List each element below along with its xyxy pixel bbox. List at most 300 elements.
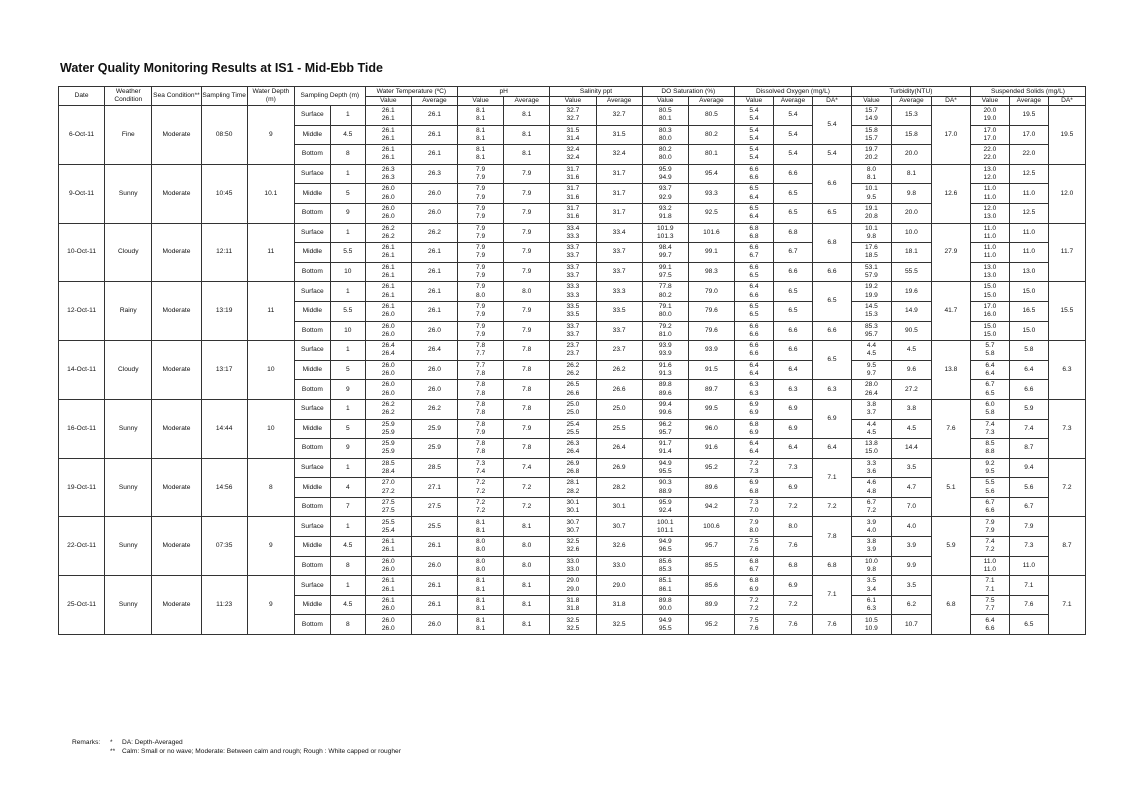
turbidity-da-cell: 12.6 (931, 164, 970, 223)
turbidity-value-cell-reading: 10.9 (865, 624, 878, 632)
temp-value-cell-reading: 26.4 (381, 342, 395, 350)
temp-value-cell-reading: 26.1 (381, 263, 395, 271)
temp-value-cell-reading: 25.9 (381, 428, 395, 436)
temp-average-cell: 26.0 (411, 360, 457, 380)
ph-value-cell (458, 497, 504, 517)
turbidity-value-cell-reading: 3.3 (866, 459, 877, 467)
ph-average-cell: 7.9 (504, 321, 550, 341)
salinity-value-cell (550, 301, 596, 321)
ph-value-cell-reading: 8.0 (476, 565, 486, 573)
ph-value-cell-reading: 7.9 (476, 193, 486, 201)
do-bottom-da-cell: 6.4 (812, 439, 851, 459)
ph-average-cell: 7.2 (504, 478, 550, 498)
salinity-value-cell-reading: 32.4 (566, 154, 580, 162)
ss-average-cell: 7.1 (1009, 576, 1048, 596)
sampling-depth-cell: 7 (330, 497, 365, 517)
do-value-cell-reading: 7.6 (749, 546, 759, 554)
ss-average-cell: 8.7 (1009, 439, 1048, 459)
turbidity-value-cell (851, 439, 891, 459)
sampling-depth-cell: 5 (330, 419, 365, 439)
date-cell: 14-Oct-11 (59, 341, 105, 400)
sampling-depth-cell: 1 (330, 164, 365, 184)
salinity-value-cell-reading: 26.9 (566, 459, 580, 467)
do-sat-value-cell-reading: 97.5 (658, 272, 672, 280)
ph-average-cell: 8.1 (504, 595, 550, 615)
ph-value-cell-reading: 7.2 (476, 498, 486, 506)
turbidity-value-cell (851, 537, 891, 557)
salinity-average-cell: 32.5 (596, 615, 642, 635)
salinity-average-cell: 26.6 (596, 380, 642, 400)
ss-value-cell (970, 203, 1009, 223)
do-sat-value-cell-reading: 93.2 (658, 205, 672, 213)
turbidity-value-cell-reading: 4.4 (866, 420, 877, 428)
salinity-value-cell-reading: 31.8 (566, 605, 580, 613)
temp-value-cell-reading: 26.1 (381, 244, 395, 252)
ss-average-cell: 5.8 (1009, 341, 1048, 361)
ph-average-cell: 7.9 (504, 262, 550, 282)
salinity-value-cell (550, 419, 596, 439)
header-weather: Weather Condition (105, 87, 152, 106)
salinity-value-cell (550, 380, 596, 400)
do-sat-average-cell: 89.6 (688, 478, 734, 498)
do-value-cell-reading: 6.6 (749, 244, 759, 252)
ss-value-cell-reading: 6.7 (985, 381, 995, 389)
do-value-cell-reading: 5.4 (749, 115, 759, 123)
sampling-depth-cell: 10 (330, 262, 365, 282)
temp-average-cell: 26.1 (411, 576, 457, 596)
water-depth-cell: 10.1 (247, 164, 294, 223)
do-average-cell: 6.6 (773, 164, 812, 184)
salinity-value-cell (550, 458, 596, 478)
do-value-cell-reading: 7.6 (749, 624, 759, 632)
ph-value-cell (458, 164, 504, 184)
do-value-cell-reading: 7.3 (749, 498, 759, 506)
turbidity-value-cell (851, 282, 891, 302)
ss-da-cell: 6.3 (1048, 341, 1085, 400)
sampling-level-cell: Surface (294, 399, 330, 419)
salinity-value-cell-reading: 25.5 (566, 428, 580, 436)
turbidity-average-cell: 55.5 (891, 262, 931, 282)
ss-value-cell-reading: 6.6 (985, 624, 995, 632)
turbidity-average-cell: 90.5 (891, 321, 931, 341)
temp-value-cell (365, 615, 411, 635)
water-depth-cell: 9 (247, 517, 294, 576)
salinity-value-cell-reading: 30.1 (566, 507, 580, 515)
do-average-cell: 6.5 (773, 203, 812, 223)
sampling-depth-cell: 4.5 (330, 537, 365, 557)
turbidity-value-cell (851, 380, 891, 400)
do-value-cell-reading: 6.4 (749, 448, 759, 456)
sampling-depth-cell: 4.5 (330, 125, 365, 145)
temp-average-cell: 26.1 (411, 106, 457, 126)
temp-value-cell (365, 184, 411, 204)
do-value-cell-reading: 6.5 (749, 272, 759, 280)
ss-value-cell (970, 576, 1009, 596)
ph-value-cell (458, 301, 504, 321)
do-average-cell: 6.9 (773, 399, 812, 419)
do-value-cell-reading: 6.7 (749, 252, 759, 260)
ph-average-cell: 7.8 (504, 380, 550, 400)
do-sat-average-cell: 95.4 (688, 164, 734, 184)
salinity-value-cell-reading: 33.7 (566, 322, 580, 330)
turbidity-value-cell-reading: 15.7 (865, 134, 878, 142)
ss-value-cell (970, 478, 1009, 498)
salinity-value-cell-reading: 31.7 (566, 165, 580, 173)
temp-value-cell (365, 517, 411, 537)
weather-cell: Cloudy (105, 341, 152, 400)
ss-average-cell: 6.7 (1009, 497, 1048, 517)
ph-value-cell-reading: 7.9 (476, 165, 486, 173)
do-value-cell-reading: 6.3 (749, 389, 759, 397)
salinity-value-cell-reading: 25.0 (566, 409, 580, 417)
subheader-value: Value (550, 97, 596, 106)
turbidity-value-cell-reading: 9.8 (866, 232, 877, 240)
remark-marker: ** (110, 748, 116, 755)
ph-value-cell (458, 341, 504, 361)
do-bottom-da-cell: 5.4 (812, 145, 851, 165)
sampling-level-cell: Middle (294, 360, 330, 380)
remarks-label: Remarks: (72, 739, 101, 746)
subheader-value: Value (851, 97, 891, 106)
do-value-cell-reading: 7.2 (749, 605, 759, 613)
sampling-level-cell: Surface (294, 458, 330, 478)
do-value-cell-reading: 7.5 (749, 616, 759, 624)
turbidity-value-cell-reading: 4.0 (866, 526, 877, 534)
do-value-cell-reading: 6.4 (749, 370, 759, 378)
ph-value-cell-reading: 7.2 (476, 487, 486, 495)
ss-value-cell-reading: 22.0 (983, 146, 997, 154)
ss-value-cell-reading: 13.0 (983, 272, 997, 280)
salinity-value-cell-reading: 33.3 (566, 232, 580, 240)
ph-value-cell-reading: 7.9 (476, 311, 486, 319)
ss-average-cell: 5.6 (1009, 478, 1048, 498)
temp-value-cell-reading: 26.0 (381, 330, 395, 338)
salinity-value-cell (550, 341, 596, 361)
ph-value-cell (458, 203, 504, 223)
subheader-average: Average (891, 97, 931, 106)
do-value-cell-reading: 6.6 (749, 342, 759, 350)
temp-average-cell: 26.4 (411, 341, 457, 361)
turbidity-value-cell-reading: 9.5 (866, 361, 877, 369)
remark-marker: * (110, 739, 113, 746)
sampling-time-cell: 08:50 (201, 106, 247, 165)
salinity-value-cell-reading: 26.6 (566, 389, 580, 397)
do-sat-value-cell-reading: 90.3 (658, 479, 672, 487)
temp-value-cell-reading: 26.1 (381, 546, 395, 554)
do-sat-average-cell: 95.2 (688, 615, 734, 635)
sampling-depth-cell: 5.5 (330, 243, 365, 263)
do-sat-value-cell-reading: 95.9 (658, 165, 672, 173)
do-da-cell: 5.4 (812, 106, 851, 145)
do-value-cell-reading: 6.6 (749, 165, 759, 173)
date-cell: 25-Oct-11 (59, 576, 105, 635)
ph-value-cell-reading: 8.1 (476, 526, 486, 534)
salinity-average-cell: 32.7 (596, 106, 642, 126)
turbidity-value-cell-reading: 8.0 (866, 165, 877, 173)
do-sat-average-cell: 94.2 (688, 497, 734, 517)
salinity-value-cell (550, 615, 596, 635)
temp-value-cell-reading: 26.0 (381, 193, 395, 201)
do-sat-value-cell-reading: 85.1 (658, 577, 672, 585)
do-average-cell: 7.6 (773, 537, 812, 557)
ph-value-cell (458, 145, 504, 165)
temp-value-cell (365, 145, 411, 165)
do-sat-average-cell: 92.5 (688, 203, 734, 223)
temp-value-cell (365, 125, 411, 145)
ph-value-cell-reading: 7.2 (476, 479, 486, 487)
ss-average-cell: 7.4 (1009, 419, 1048, 439)
ph-value-cell (458, 360, 504, 380)
do-value-cell-reading: 6.4 (749, 361, 759, 369)
turbidity-value-cell-reading: 19.7 (865, 146, 878, 154)
do-sat-average-cell: 99.1 (688, 243, 734, 263)
salinity-average-cell: 32.4 (596, 145, 642, 165)
turbidity-value-cell-reading: 4.6 (866, 479, 877, 487)
temp-value-cell-reading: 25.4 (381, 526, 395, 534)
do-average-cell: 7.6 (773, 615, 812, 635)
ss-value-cell (970, 458, 1009, 478)
do-sat-value-cell-reading: 91.8 (658, 213, 672, 221)
do-value-cell (734, 341, 773, 361)
date-cell: 6-Oct-11 (59, 106, 105, 165)
do-sat-value-cell-reading: 85.3 (658, 565, 672, 573)
ss-value-cell (970, 419, 1009, 439)
header-ss: Suspended Solids (mg/L) (970, 87, 1085, 97)
do-sat-value-cell-reading: 93.9 (658, 342, 672, 350)
do-sat-value-cell-reading: 88.9 (658, 487, 672, 495)
turbidity-average-cell: 19.6 (891, 282, 931, 302)
do-sat-value-cell-reading: 80.5 (658, 107, 672, 115)
ss-value-cell (970, 164, 1009, 184)
ss-value-cell (970, 556, 1009, 576)
turbidity-value-cell-reading: 15.8 (865, 126, 878, 134)
turbidity-value-cell-reading: 14.9 (865, 115, 878, 123)
sea-condition-cell: Moderate (152, 399, 201, 458)
ss-value-cell-reading: 8.5 (985, 440, 995, 448)
turbidity-value-cell (851, 615, 891, 635)
do-value-cell-reading: 7.5 (749, 538, 759, 546)
salinity-average-cell: 31.7 (596, 164, 642, 184)
do-sat-value-cell (642, 145, 688, 165)
salinity-value-cell (550, 262, 596, 282)
do-da-cell: 7.8 (812, 517, 851, 556)
subheader-da: DA* (1048, 97, 1085, 106)
subheader-da: DA* (931, 97, 970, 106)
turbidity-value-cell-reading: 3.8 (866, 538, 877, 546)
ph-value-cell-reading: 8.1 (476, 115, 486, 123)
header-ph: pH (458, 87, 550, 97)
temp-value-cell-reading: 26.2 (381, 401, 395, 408)
salinity-average-cell: 31.5 (596, 125, 642, 145)
sampling-time-cell: 14:56 (201, 458, 247, 517)
turbidity-value-cell (851, 125, 891, 145)
ss-value-cell-reading: 20.0 (983, 107, 997, 115)
ph-value-cell-reading: 7.9 (476, 263, 486, 271)
ss-average-cell: 11.0 (1009, 184, 1048, 204)
ph-value-cell-reading: 8.1 (476, 126, 486, 134)
temp-average-cell: 26.1 (411, 282, 457, 302)
temp-value-cell-reading: 26.1 (381, 303, 395, 311)
do-average-cell: 8.0 (773, 517, 812, 537)
turbidity-value-cell-reading: 3.7 (866, 409, 877, 417)
salinity-value-cell-reading: 28.1 (566, 479, 580, 487)
do-sat-average-cell: 96.0 (688, 419, 734, 439)
turbidity-value-cell-reading: 10.0 (865, 557, 878, 565)
sea-condition-cell: Moderate (152, 576, 201, 635)
header-depth: Water Depth (m) (247, 87, 294, 106)
ph-value-cell-reading: 7.8 (476, 448, 486, 456)
ss-value-cell-reading: 12.0 (983, 174, 997, 182)
temp-value-cell (365, 243, 411, 263)
ph-value-cell-reading: 8.1 (476, 616, 486, 624)
ss-average-cell: 7.9 (1009, 517, 1048, 537)
ss-da-cell: 19.5 (1048, 106, 1085, 165)
table-row (59, 399, 1086, 419)
salinity-value-cell-reading: 30.7 (566, 526, 580, 534)
salinity-value-cell-reading: 23.7 (566, 350, 580, 358)
turbidity-da-cell: 17.0 (931, 106, 970, 165)
salinity-value-cell (550, 282, 596, 302)
do-value-cell-reading: 6.9 (749, 585, 759, 593)
ph-average-cell: 7.9 (504, 203, 550, 223)
do-sat-value-cell-reading: 85.6 (658, 557, 672, 565)
turbidity-average-cell: 9.8 (891, 184, 931, 204)
table-row (59, 517, 1086, 537)
turbidity-value-cell-reading: 17.6 (865, 244, 878, 252)
sampling-depth-cell: 1 (330, 458, 365, 478)
ss-value-cell-reading: 15.0 (983, 330, 997, 338)
header-salinity: Salinity ppt (550, 87, 642, 97)
do-sat-value-cell-reading: 99.7 (658, 252, 672, 260)
temp-value-cell-reading: 26.1 (381, 146, 395, 154)
sampling-depth-cell: 1 (330, 106, 365, 126)
do-sat-value-cell-reading: 96.2 (658, 420, 672, 428)
subheader-average: Average (504, 97, 550, 106)
do-sat-value-cell-reading: 94.9 (658, 616, 672, 624)
do-sat-average-cell: 98.3 (688, 262, 734, 282)
temp-value-cell (365, 537, 411, 557)
ph-value-cell (458, 262, 504, 282)
temp-average-cell: 26.0 (411, 184, 457, 204)
salinity-average-cell: 30.7 (596, 517, 642, 537)
salinity-value-cell-reading: 26.4 (566, 448, 580, 456)
ph-value-cell-reading: 8.1 (476, 585, 486, 593)
salinity-value-cell (550, 537, 596, 557)
ss-value-cell-reading: 6.0 (985, 401, 995, 408)
sampling-depth-cell: 10 (330, 321, 365, 341)
ph-average-cell: 8.1 (504, 106, 550, 126)
do-sat-value-cell-reading: 89.8 (658, 596, 672, 604)
turbidity-value-cell-reading: 57.9 (865, 272, 878, 280)
ph-value-cell-reading: 7.8 (476, 409, 486, 417)
do-da-cell: 6.8 (812, 223, 851, 262)
do-sat-value-cell-reading: 94.9 (658, 174, 672, 182)
do-value-cell-reading: 6.4 (749, 283, 759, 291)
do-sat-value-cell-reading: 80.1 (658, 115, 672, 123)
do-sat-value-cell-reading: 96.5 (658, 546, 672, 554)
temp-value-cell (365, 595, 411, 615)
temp-value-cell-reading: 27.2 (381, 487, 395, 495)
sampling-time-cell: 10:45 (201, 164, 247, 223)
temp-value-cell (365, 576, 411, 596)
ss-value-cell-reading: 7.5 (985, 596, 995, 604)
do-sat-value-cell-reading: 101.9 (656, 224, 674, 232)
subheader-value: Value (365, 97, 411, 106)
ph-value-cell-reading: 7.8 (476, 440, 486, 448)
sampling-level-cell: Middle (294, 243, 330, 263)
temp-value-cell (365, 497, 411, 517)
salinity-value-cell-reading: 23.7 (566, 342, 580, 350)
ph-average-cell: 7.9 (504, 301, 550, 321)
turbidity-value-cell-reading: 10.1 (865, 224, 878, 232)
sampling-depth-cell: 4 (330, 478, 365, 498)
ss-value-cell-reading: 11.0 (983, 224, 997, 232)
ph-value-cell (458, 439, 504, 459)
weather-cell: Sunny (105, 576, 152, 635)
do-value-cell-reading: 7.3 (749, 467, 759, 475)
ss-average-cell: 6.6 (1009, 380, 1048, 400)
water-depth-cell: 10 (247, 341, 294, 400)
temp-value-cell-reading: 26.1 (381, 252, 395, 260)
do-sat-value-cell-reading: 94.9 (658, 459, 672, 467)
ph-value-cell-reading: 7.7 (476, 350, 486, 358)
do-value-cell-reading: 6.8 (749, 232, 759, 240)
do-average-cell: 6.8 (773, 556, 812, 576)
do-average-cell: 6.7 (773, 243, 812, 263)
do-average-cell: 5.4 (773, 145, 812, 165)
sampling-time-cell: 14:44 (201, 399, 247, 458)
do-sat-value-cell (642, 262, 688, 282)
do-value-cell (734, 164, 773, 184)
sampling-depth-cell: 9 (330, 380, 365, 400)
ph-value-cell (458, 125, 504, 145)
salinity-value-cell-reading: 33.3 (566, 291, 580, 299)
turbidity-da-cell: 6.8 (931, 576, 970, 635)
do-sat-average-cell: 80.5 (688, 106, 734, 126)
ph-value-cell-reading: 8.1 (476, 146, 486, 154)
sea-condition-cell: Moderate (152, 458, 201, 517)
salinity-value-cell (550, 399, 596, 419)
salinity-average-cell: 23.7 (596, 341, 642, 361)
sampling-depth-cell: 1 (330, 576, 365, 596)
ss-value-cell (970, 497, 1009, 517)
do-value-cell (734, 439, 773, 459)
temp-average-cell: 26.1 (411, 301, 457, 321)
turbidity-value-cell-reading: 14.5 (865, 303, 878, 311)
ph-value-cell-reading: 8.1 (476, 624, 486, 632)
do-sat-average-cell: 79.6 (688, 321, 734, 341)
turbidity-average-cell: 8.1 (891, 164, 931, 184)
turbidity-value-cell-reading: 3.5 (866, 577, 877, 585)
salinity-value-cell-reading: 26.5 (566, 381, 580, 389)
do-value-cell (734, 106, 773, 126)
ph-average-cell: 7.9 (504, 223, 550, 243)
ph-value-cell-reading: 7.7 (476, 361, 486, 369)
salinity-value-cell-reading: 31.5 (566, 126, 580, 134)
salinity-value-cell-reading: 25.4 (566, 420, 580, 428)
sampling-depth-cell: 8 (330, 556, 365, 576)
temp-value-cell-reading: 25.5 (381, 518, 395, 526)
turbidity-value-cell (851, 341, 891, 361)
turbidity-average-cell: 7.0 (891, 497, 931, 517)
date-cell: 9-Oct-11 (59, 164, 105, 223)
turbidity-value-cell-reading: 10.5 (865, 616, 878, 624)
ss-da-cell: 7.3 (1048, 399, 1085, 458)
ss-value-cell-reading: 7.4 (985, 420, 995, 428)
do-sat-average-cell: 91.5 (688, 360, 734, 380)
sampling-level-cell: Middle (294, 184, 330, 204)
turbidity-da-cell: 5.9 (931, 517, 970, 576)
